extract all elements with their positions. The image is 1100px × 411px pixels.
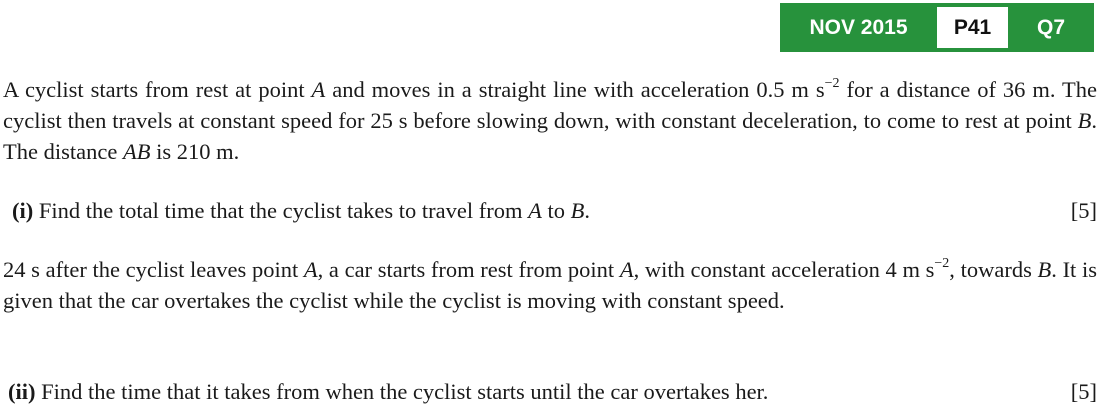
question-label: (i)	[12, 198, 34, 223]
text-segment: for a distance of 36 m. The cyclist then travels at constant speed for 25 s before slowing down, with constant deceleration, to come to rest at point	[3, 77, 1097, 133]
distance-ab-symbol: AB	[122, 139, 151, 164]
point-a-symbol: A	[311, 77, 326, 102]
text-segment: , a car starts from rest from point	[317, 257, 620, 282]
question-number-badge: Q7	[1008, 3, 1094, 52]
point-a-symbol: A	[303, 257, 318, 282]
exponent: −2	[934, 255, 950, 271]
marks-label: [5]	[1070, 379, 1097, 404]
question-label: (ii)	[8, 379, 36, 404]
question-text	[12, 195, 590, 226]
point-b-symbol: B	[1037, 257, 1052, 282]
text-segment: 24 s after the cyclist leaves point	[3, 257, 304, 282]
point-b-symbol: B	[570, 198, 585, 223]
exam-session-badge: NOV 2015	[780, 3, 937, 52]
text-segment: .	[584, 198, 591, 223]
text-segment: Find the time that it takes from when the cyclist starts until the car overtakes her.	[35, 379, 769, 404]
point-a-symbol: A	[619, 257, 634, 282]
marks-label: [5]	[1070, 198, 1097, 223]
text-segment: A cyclist starts from rest at point	[3, 77, 312, 102]
paper-number-badge: P41	[937, 7, 1008, 48]
text-segment: , with constant acceleration 4 m s	[633, 257, 935, 282]
problem-statement	[3, 74, 1097, 167]
problem-continuation	[3, 254, 1097, 316]
text-segment: , towards	[949, 257, 1038, 282]
text-segment: is 210 m.	[150, 139, 240, 164]
question-text	[8, 376, 768, 407]
text-segment: and moves in a straight line with acceleration 0.5 m s	[325, 77, 825, 102]
text-segment: . It is given that the car overtakes the cyclist while the cyclist is moving with constant speed.	[3, 257, 1097, 313]
text-segment: Find the total time that the cyclist takes to travel from	[33, 198, 529, 223]
point-a-symbol: A	[528, 198, 542, 223]
text-segment: . The distance	[3, 108, 1097, 164]
question-part-i	[12, 195, 1097, 226]
exponent: −2	[824, 75, 840, 91]
point-b-symbol: B	[1077, 108, 1092, 133]
question-part-ii	[8, 376, 1097, 407]
text-segment: to	[541, 198, 571, 223]
